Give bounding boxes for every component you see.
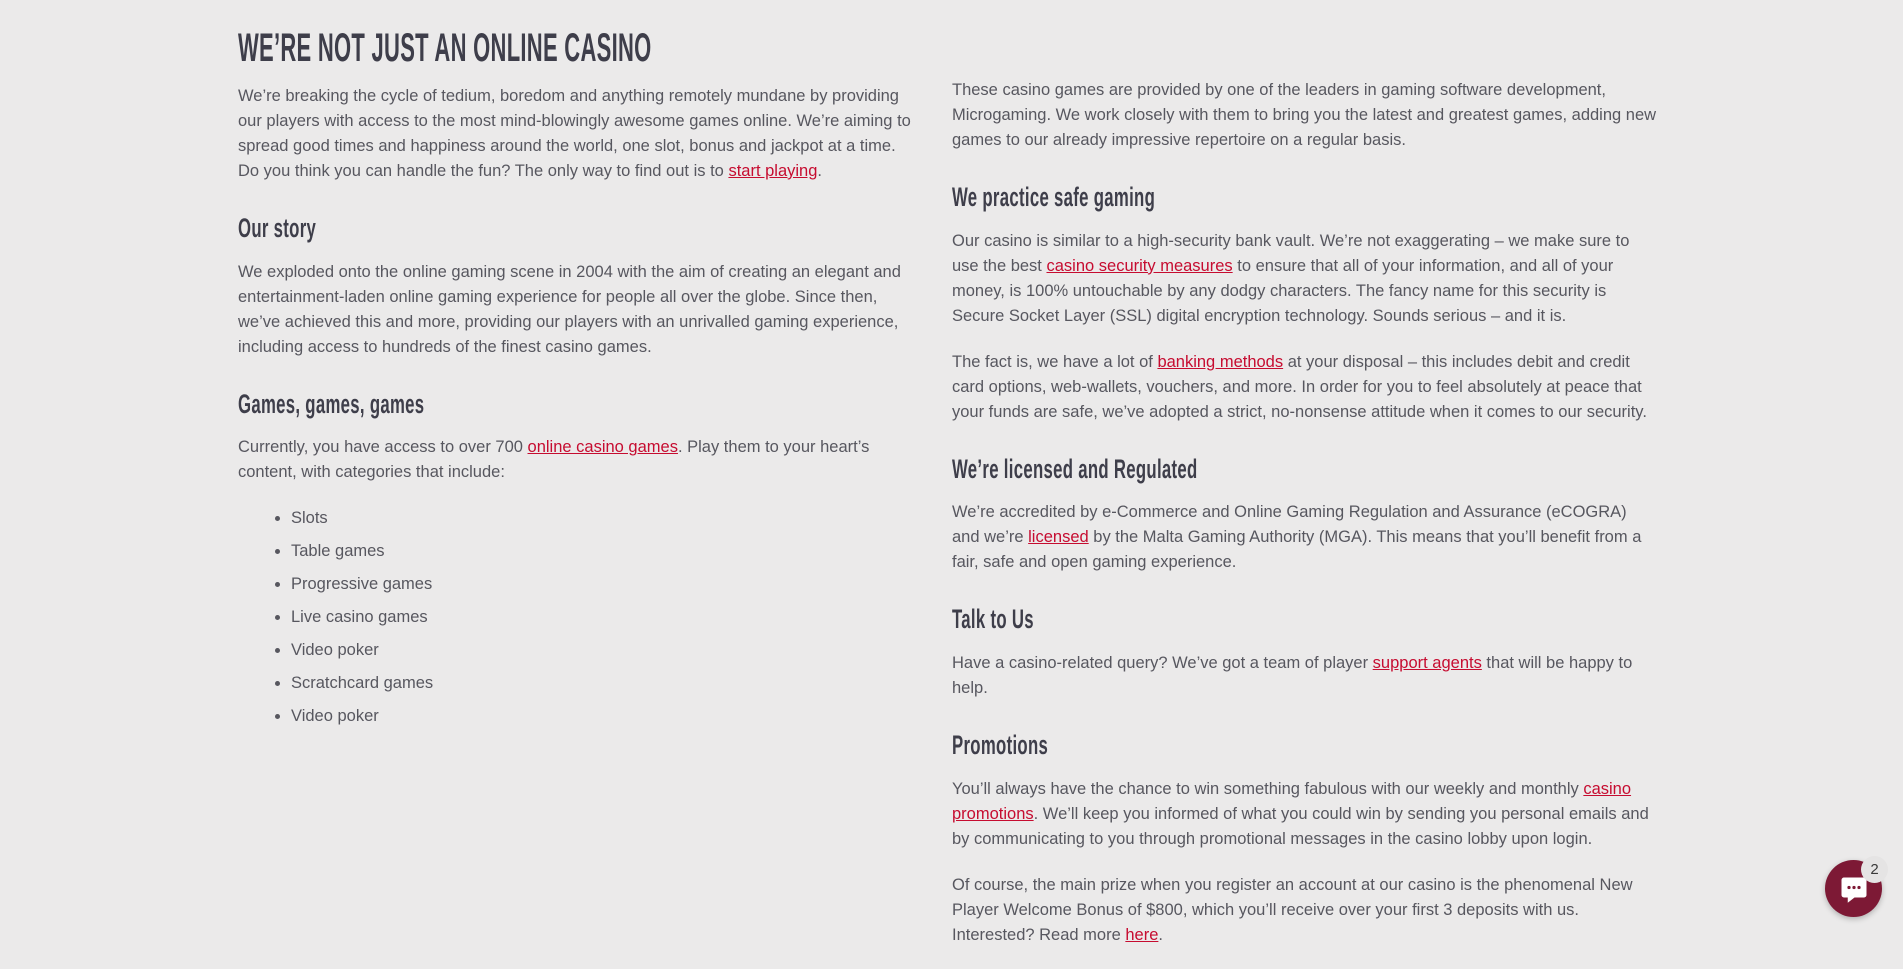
paragraph-text: You’ll always have the chance to win something fabulous with our weekly and monthly	[952, 779, 1584, 798]
heading-text: We practice safe gaming	[952, 182, 1156, 212]
list-item: • Table games	[291, 539, 918, 564]
provider-paragraph: These casino games are provided by one of the leaders in gaming software development, Microgaming. We work closely with them to bring you the latest and greatest games, adding new games to our already impressive repertoire on a regular basis.	[952, 81, 1657, 149]
list-item: • Scratchcard games	[291, 671, 918, 696]
licensed-link[interactable]: licensed	[1028, 528, 1089, 547]
paragraph-text: to ensure that all of your information, and all of your money, is 100% untouchable by any dodgy characters. The fancy name for this security is Secure Socket Layer (SSL) digital encryption technology. Sounds serious – and it is.	[952, 256, 1614, 325]
chat-unread-badge: 2	[1861, 856, 1888, 883]
paragraph-text: We’re accredited by e-Commerce and Online Gaming Regulation and Assurance (eCOGRA) and we’re	[952, 503, 1627, 547]
page-title	[238, 28, 918, 68]
talk-paragraph	[952, 651, 1658, 701]
banking-methods-link[interactable]: banking methods	[1157, 352, 1284, 371]
heading-text: Talk to Us	[952, 604, 1034, 635]
paragraph-text: that will be happy to help.	[952, 654, 1633, 698]
paragraph-text: The fact is, we have a lot of	[952, 352, 1158, 371]
section-heading-promotions	[952, 731, 1658, 761]
paragraph-text: . Play them to your heart’s content, with categories that include:	[238, 438, 870, 482]
paragraph-text: by the Malta Gaming Authority (MGA). This means that you’ll benefit from a fair, safe and open gaming experience.	[952, 528, 1642, 572]
chat-widget-button[interactable]	[1825, 860, 1882, 917]
heading-text: Our story	[238, 213, 317, 243]
section-heading-our-story	[238, 214, 918, 244]
heading-text: Promotions	[952, 730, 1049, 761]
section-heading-licensed	[952, 455, 1658, 485]
game-categories-list	[238, 506, 918, 729]
list-item: • Video poker	[291, 638, 918, 663]
right-column	[952, 28, 1658, 969]
section-heading-safe-gaming	[952, 183, 1658, 213]
intro-paragraph	[238, 84, 918, 184]
safe-gaming-paragraph	[952, 229, 1658, 329]
banking-paragraph	[952, 350, 1658, 425]
paragraph-text: .	[817, 162, 822, 180]
list-item: • Slots	[291, 506, 918, 531]
welcome-bonus-paragraph	[952, 873, 1658, 948]
read-more-here-link[interactable]: here	[1125, 925, 1159, 944]
section-heading-games	[238, 390, 918, 420]
paragraph-text: Have a casino-related query? We’ve got a team of player	[952, 654, 1373, 673]
left-column	[238, 28, 918, 969]
paragraph-text: Our casino is similar to a high-security bank vault. We’re not exaggerating – we make sure to use the best	[952, 231, 1630, 275]
paragraph-text: We’re breaking the cycle of tedium, boredom and anything remotely mundane by providing our players with access to the most mind-blowingly awesome games online. We’re aiming to spread good times and happiness around the world, one slot, bonus and jackpot at a time. Do you think you can handle the fun? The only way to find out is to	[238, 87, 911, 180]
heading-text: We’re licensed and Regulated	[952, 453, 1198, 484]
online-casino-games-link[interactable]: online casino games	[527, 438, 678, 457]
casino-promotions-link[interactable]: casino promotions	[952, 779, 1632, 823]
start-playing-link[interactable]: start playing	[728, 162, 818, 180]
section-heading-talk-to-us	[952, 605, 1658, 635]
list-item: • Live casino games	[291, 605, 918, 630]
promotions-paragraph	[952, 777, 1658, 852]
list-item: • Video poker	[291, 704, 918, 729]
list-item: • Progressive games	[291, 572, 918, 597]
paragraph-text: .	[1158, 925, 1163, 944]
casino-security-measures-link[interactable]: casino security measures	[1046, 256, 1233, 275]
paragraph-text: . We’ll keep you informed of what you could win by sending you personal emails and by communicating to you through promotional messages in the casino lobby upon login.	[952, 804, 1649, 848]
paragraph-text: Currently, you have access to over 700	[238, 438, 528, 457]
our-story-paragraph: We exploded onto the online gaming scene in 2004 with the aim of creating an elegant and entertainment-laden online gaming experience for people all over the globe. Since then, we’ve achieved this and more, providing our players with an unrivalled gaming experience, including access to hundreds of the finest casino games.	[238, 262, 901, 356]
page-title-text: WE’RE NOT JUST AN ONLINE CASINO	[238, 26, 652, 70]
licensed-paragraph	[952, 500, 1658, 575]
games-paragraph	[238, 435, 918, 485]
paragraph-text: Of course, the main prize when you register an account at our casino is the phenomenal New Player Welcome Bonus of $800, which you’ll receive over your first 3 deposits with us. Interested? Read more	[952, 875, 1633, 944]
heading-text: Games, games, games	[238, 388, 425, 419]
paragraph-text: at your disposal – this includes debit and credit card options, web-wallets, vouchers, and more. In order for you to feel absolutely at peace that your funds are safe, we’ve adopted a strict, no-nonsense attitude when it comes to our security.	[952, 352, 1647, 421]
support-agents-link[interactable]: support agents	[1372, 654, 1482, 673]
